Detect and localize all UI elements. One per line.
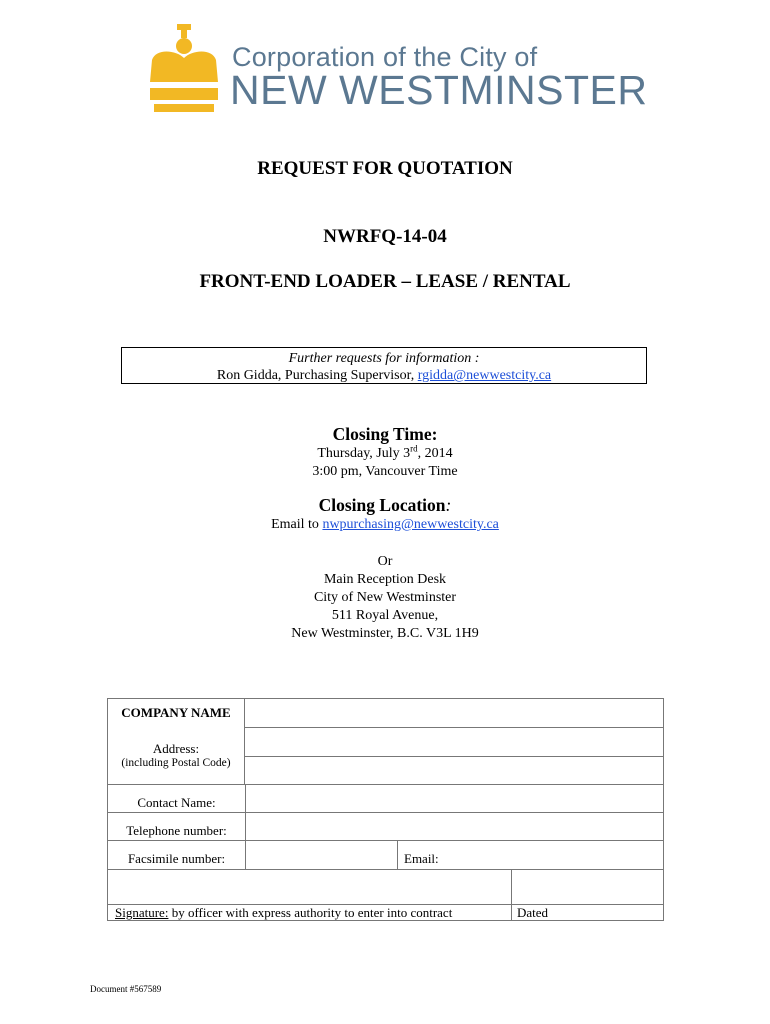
address-label: Address:: [108, 728, 245, 757]
closing-time-heading: Closing Time:: [332, 424, 438, 444]
info-box: [121, 347, 647, 384]
document-number: Document #567589: [90, 984, 162, 994]
closing-or: Or: [377, 554, 393, 569]
address-line: Main Reception Desk: [323, 572, 447, 587]
contact-name-label: Contact Name:: [108, 784, 246, 812]
address-note: (including Postal Code): [108, 757, 245, 785]
email-label: Email:: [404, 851, 439, 866]
facsimile-label: Facsimile number:: [108, 841, 246, 869]
rfq-subject: FRONT-END LOADER – LEASE / RENTAL: [199, 271, 571, 292]
info-box-heading: Further requests for information :: [288, 351, 480, 366]
closing-location-heading-text: Closing Location: [318, 495, 446, 515]
contact-row: [107, 784, 664, 813]
closing-date-suffix: rd: [410, 443, 418, 454]
contact-email-link[interactable]: rgidda@newwestcity.ca: [417, 368, 552, 383]
signature-note: by officer with express authority to enter into contract: [168, 905, 453, 920]
fax-email-row: [107, 841, 664, 870]
company-name-label: COMPANY NAME: [108, 699, 245, 728]
email-field[interactable]: [468, 841, 663, 869]
signature-field[interactable]: [108, 870, 512, 920]
closing-time: 3:00 pm, Vancouver Time: [312, 464, 458, 479]
facsimile-field[interactable]: [245, 841, 398, 869]
address-line: 511 Royal Avenue,: [331, 608, 439, 623]
closing-date: [0, 445, 770, 463]
logo-line-2: NEW WESTMINSTER: [230, 67, 648, 113]
closing-email-line: [0, 516, 770, 534]
info-box-contact-line: [122, 367, 646, 384]
city-logo: [146, 24, 648, 120]
telephone-row: [107, 813, 664, 841]
crown-icon: [146, 24, 222, 112]
info-box-contact: Ron Gidda, Purchasing Supervisor,: [216, 368, 418, 383]
logo-line-1: Corporation of the City of: [232, 42, 538, 72]
closing-email-link[interactable]: nwpurchasing@newwestcity.ca: [322, 517, 499, 532]
signature-row: [107, 870, 664, 921]
company-info-form: [107, 698, 664, 785]
signature-label-line: [115, 905, 452, 921]
rfq-number: NWRFQ-14-04: [323, 226, 447, 247]
closing-email-prefix: Email to: [271, 517, 323, 532]
telephone-field[interactable]: [245, 813, 663, 840]
address-line: New Westminster, B.C. V3L 1H9: [291, 626, 479, 641]
closing-location-heading: [0, 495, 770, 516]
address-line: City of New Westminster: [313, 590, 457, 605]
document-title: REQUEST FOR QUOTATION: [257, 158, 513, 179]
company-name-field[interactable]: [245, 699, 664, 728]
dated-field[interactable]: [511, 870, 663, 920]
form-lower: [107, 784, 664, 921]
telephone-label: Telephone number:: [108, 813, 246, 840]
closing-location-colon: :: [445, 495, 452, 515]
dated-label: Dated: [517, 905, 549, 920]
address-field-1[interactable]: [245, 728, 664, 757]
signature-label: Signature:: [115, 905, 169, 920]
address-field-2[interactable]: [245, 757, 664, 785]
contact-name-field[interactable]: [245, 784, 663, 812]
closing-date-year: , 2014: [417, 446, 453, 461]
closing-date-text: Thursday, July 3: [317, 446, 411, 461]
